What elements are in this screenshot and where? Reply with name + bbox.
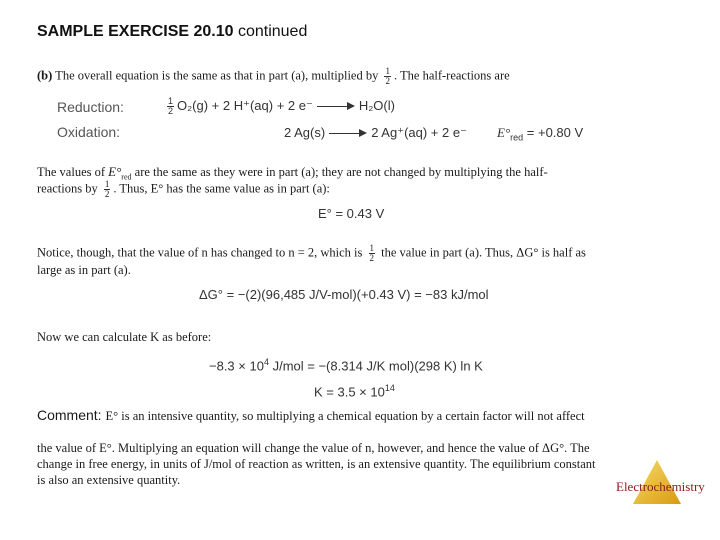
notice-line-2: large as in part (a).	[37, 263, 131, 277]
oxidation-potential: $E^\circ_{red} = +0.80$ V	[497, 125, 584, 143]
delta-g-equation: ΔG° = −(2)(96,485 J/V-mol)(+0.43 V) = −83 kJ/mol	[199, 287, 489, 302]
e-standard-equation: E° = 0.43 V	[318, 206, 385, 221]
page-title: SAMPLE EXERCISE 20.10 continued	[37, 23, 308, 40]
values-line-2: reactions by $\frac{1}{2}$ . Thus, E° has the same value as in part (a):	[37, 179, 330, 199]
notice-line-1: Notice, though, that the value of n has changed to n = 2, which is $\frac{1}{2}$ the value in part (a). Thus, ΔG° is half as	[37, 243, 586, 263]
reduction-coefficient: $\frac{1}{2}$	[168, 96, 174, 116]
comment-line-1: Comment: E° is an intensive quantity, so multiplying a chemical equation by a certain factor will not affect	[37, 407, 585, 423]
reaction-arrow-icon	[317, 102, 355, 112]
footer-label[interactable]: Electrochemistry	[616, 479, 705, 494]
one-half-fraction: $\frac{1}{2}$	[104, 179, 110, 199]
oxidation-equation: 2 Ag(s) 2 Ag⁺(aq) + 2 e⁻	[284, 125, 467, 140]
one-half-fraction: $\frac{1}{2}$	[369, 243, 375, 263]
reduction-label: Reduction:	[57, 99, 124, 115]
comment-heading: Comment:	[37, 407, 106, 423]
reaction-arrow-icon	[329, 129, 367, 139]
reduction-equation: $\frac{1}{2}$ O₂(g) + 2 H⁺(aq) + 2 e⁻ H₂O(l)	[168, 96, 395, 116]
calc-intro: Now we can calculate K as before:	[37, 330, 212, 344]
oxidation-label: Oxidation:	[57, 124, 121, 140]
k-calculation-equation: $-8.3 \times 10^4$ J/mol = −(8.314 J/K mol)(298 K) ln K	[209, 357, 483, 374]
comment-line-4: is also an extensive quantity.	[37, 473, 181, 487]
k-result-equation: $K = 3.5 \times 10^{14}$	[314, 383, 395, 400]
values-line-1: The values of $E^\circ_{red}$ are the same as they were in part (a); they are not changed by multiplying the half-	[37, 164, 548, 182]
part-b-label: (b)	[37, 68, 53, 83]
comment-line-2: the value of E°. Multiplying an equation will change the value of n, however, and hence the value of ΔG°. The	[37, 441, 590, 455]
part-b-intro: (b) The overall equation is the same as that in part (a), multiplied by $\frac{1}{2}$ . The half-reactions are	[37, 66, 510, 86]
one-half-fraction: $\frac{1}{2}$	[385, 66, 390, 86]
comment-line-3: change in free energy, in units of J/mol of reaction as written, is an extensive quantity. The equilibrium constant	[37, 457, 596, 471]
